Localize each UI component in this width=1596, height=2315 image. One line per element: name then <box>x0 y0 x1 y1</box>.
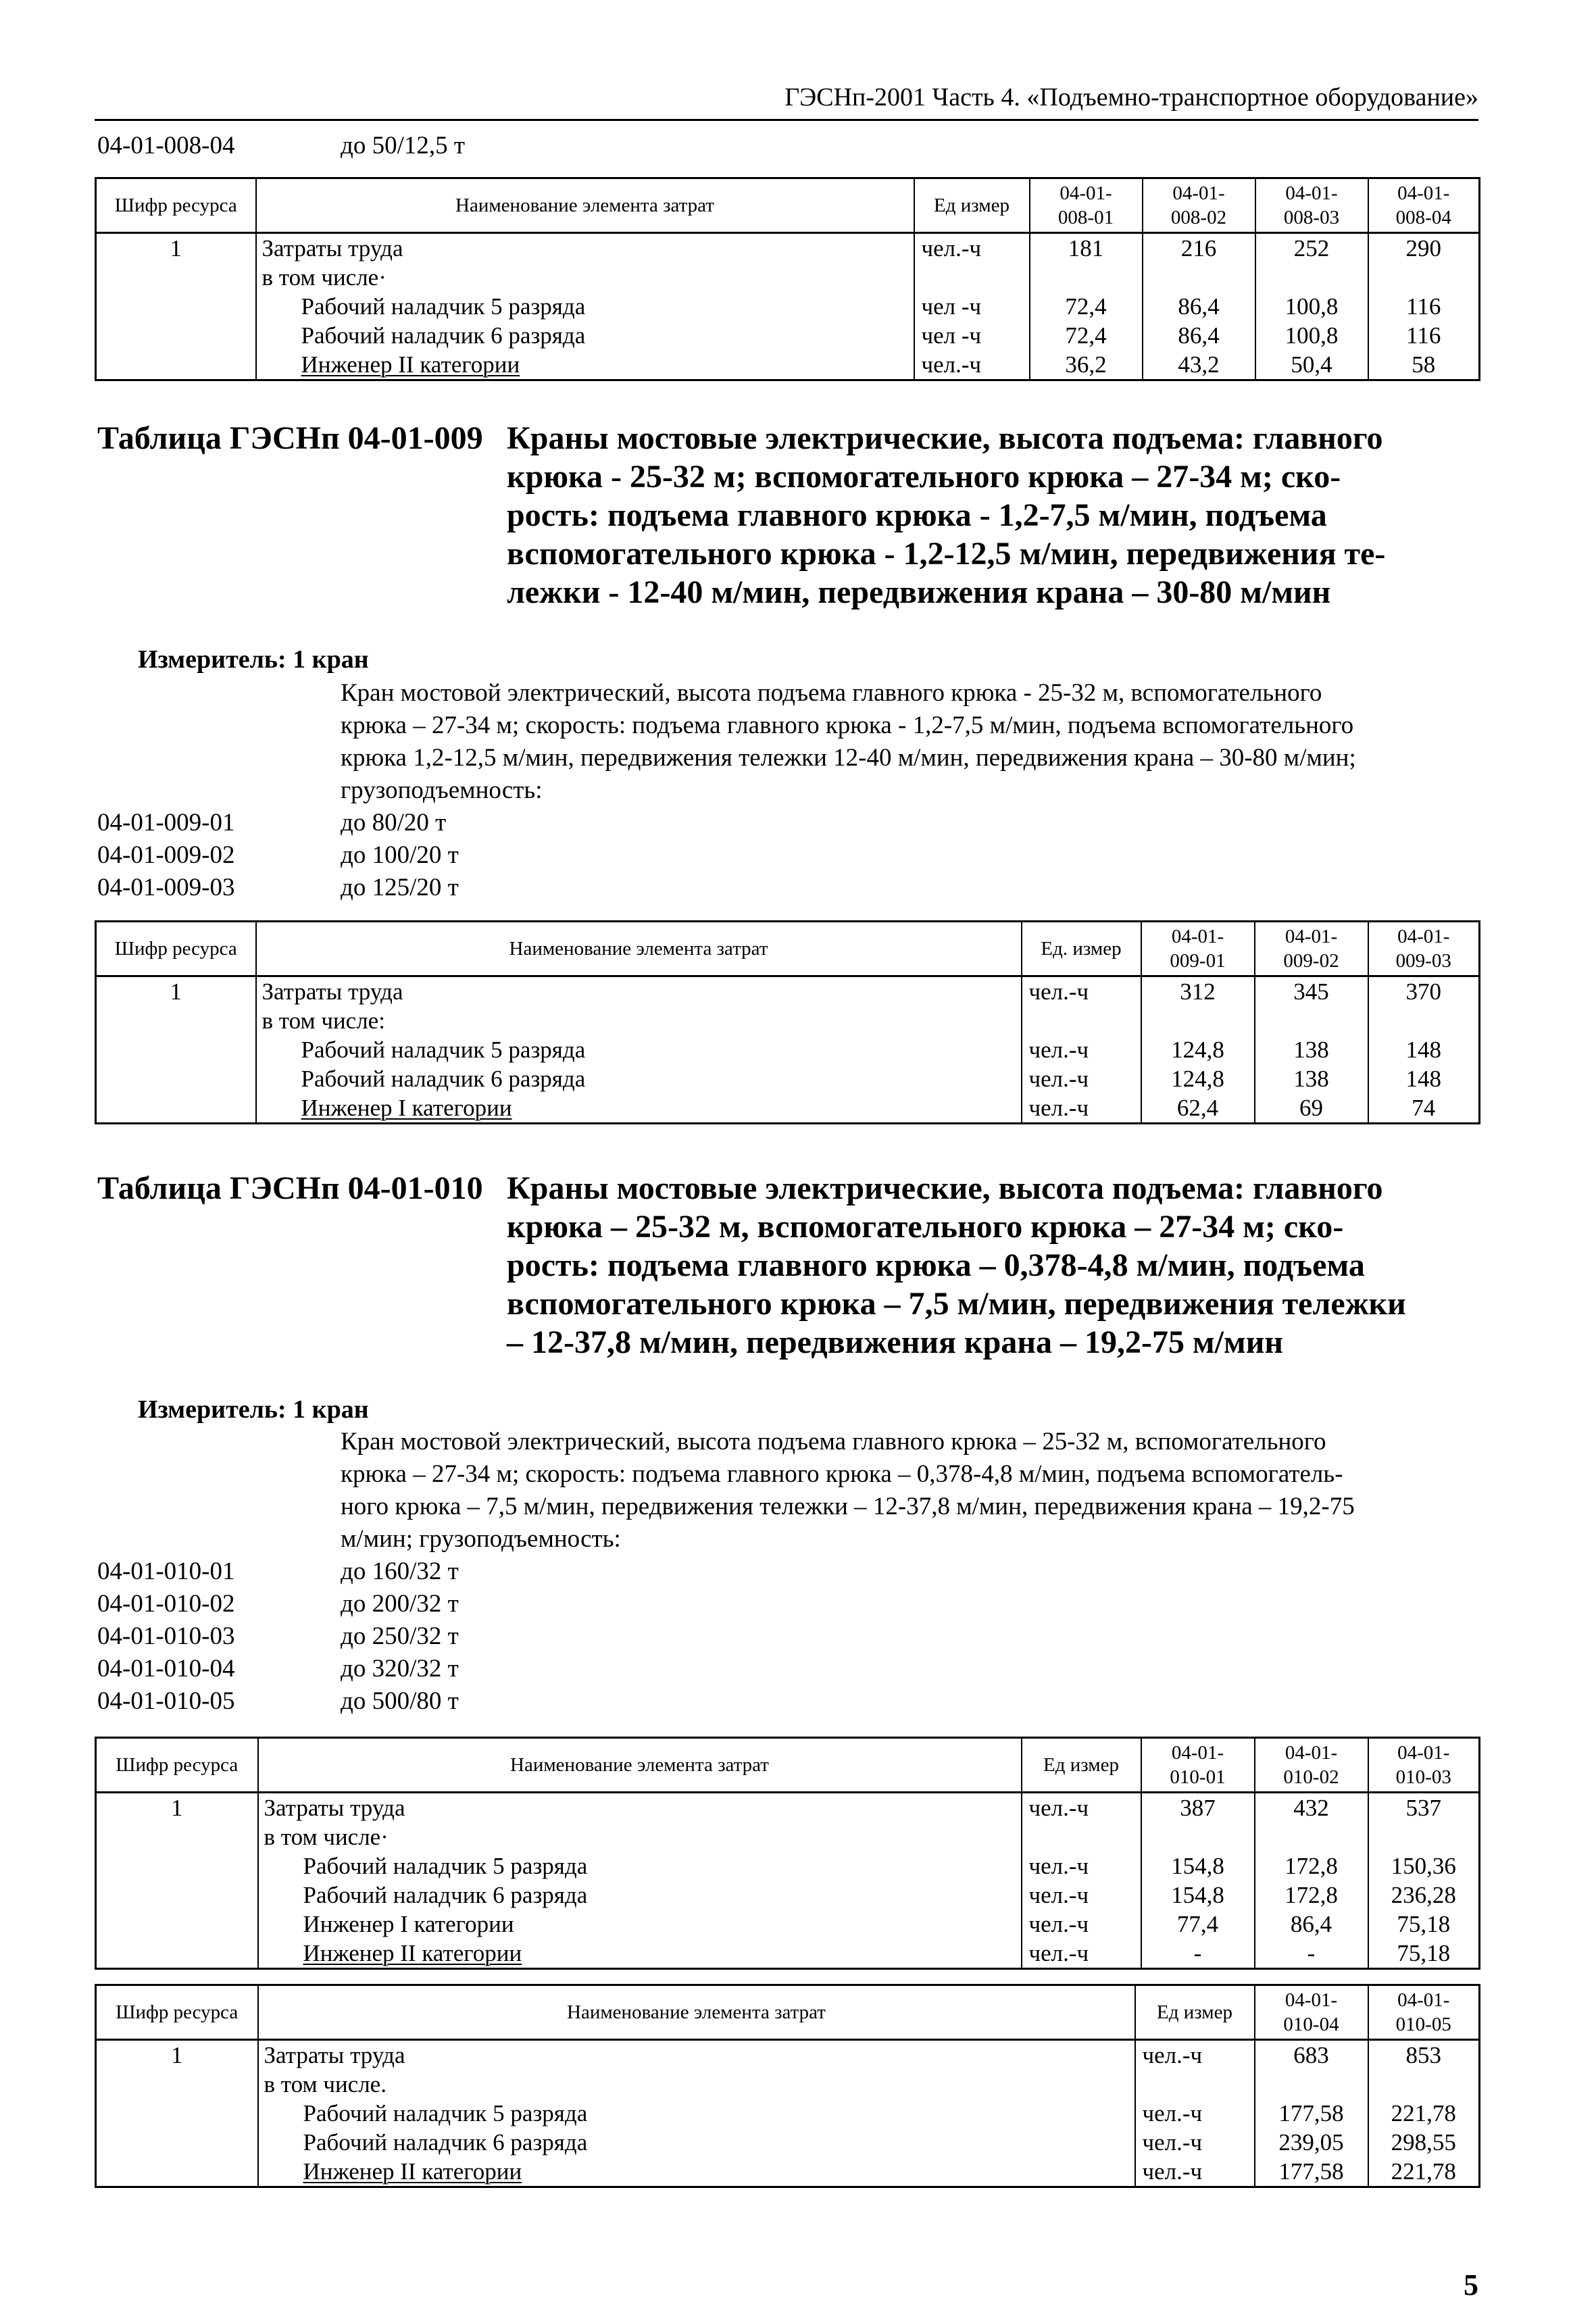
cell-value <box>1368 1006 1480 1035</box>
cell-value: 148 <box>1368 1064 1480 1093</box>
header-norm-code: 04-01- 009-03 <box>1368 922 1480 976</box>
desc-line: м/мин; грузоподъемность: <box>341 1525 621 1553</box>
item-code: 04-01-009-01 <box>97 809 235 837</box>
cell-cost-name: Затраты труда <box>256 233 914 264</box>
cell-unit: чел.-ч <box>1135 2099 1255 2128</box>
cell-value: 150,36 <box>1368 1851 1480 1881</box>
table-row <box>96 233 1480 264</box>
header-name: Наименование элемента затрат <box>258 1738 1022 1793</box>
cell-value: 36,2 <box>1030 350 1143 380</box>
cell-unit: чел.-ч <box>1022 1910 1141 1939</box>
item-code: 04-01-010-05 <box>97 1687 235 1715</box>
cell-value: 236,28 <box>1368 1881 1480 1910</box>
cell-resource-code <box>96 263 256 292</box>
table-row <box>96 2128 1480 2157</box>
header-norm-code: 04-01- 010-05 <box>1368 1985 1480 2040</box>
item-desc: до 250/32 т <box>341 1622 459 1650</box>
cell-value: 116 <box>1368 292 1480 321</box>
cell-resource-code <box>96 2128 258 2157</box>
cell-unit <box>914 263 1030 292</box>
cell-unit: чел.-ч <box>1022 1064 1141 1093</box>
cell-resource-code <box>96 1006 256 1035</box>
cell-value: 77,4 <box>1141 1910 1255 1939</box>
norm-table-009 <box>95 920 1480 1124</box>
item-code: 04-01-008-04 <box>97 132 235 159</box>
cell-value <box>1141 1006 1255 1035</box>
table-row <box>96 263 1480 292</box>
norm-table-010-a <box>95 1737 1480 1970</box>
cell-value: 138 <box>1255 1064 1368 1093</box>
page-number: 5 <box>1464 2268 1478 2301</box>
table-row <box>96 1006 1480 1035</box>
meter-010 <box>138 1395 369 1424</box>
cell-unit: чел.-ч <box>1022 1093 1141 1124</box>
cell-resource-code <box>96 1851 258 1881</box>
cell-value: 116 <box>1368 321 1480 350</box>
item-desc: до 320/32 т <box>341 1655 459 1683</box>
cell-unit: чел.-ч <box>1135 2157 1255 2187</box>
desc-line: грузоподъемность: <box>341 776 543 804</box>
item-desc: до 125/20 т <box>341 874 459 901</box>
cell-cost-name: в том числе: <box>256 1006 1022 1035</box>
cell-cost-name: Затраты труда <box>256 976 1022 1007</box>
cell-value: 177,58 <box>1255 2157 1368 2187</box>
cell-value: 62,4 <box>1141 1093 1255 1124</box>
cell-value: 154,8 <box>1141 1881 1255 1910</box>
cell-value: 86,4 <box>1143 292 1255 321</box>
cell-resource-code: 1 <box>96 2040 258 2070</box>
header-resource: Шифр ресурса <box>96 178 256 233</box>
item-code: 04-01-010-04 <box>97 1655 235 1683</box>
cell-value <box>1255 1006 1368 1035</box>
header-norm-code: 04-01- 010-02 <box>1255 1738 1368 1793</box>
cell-value <box>1255 263 1368 292</box>
title-line: – 12-37,8 м/мин, передвижения крана – 19,2-75 м/мин <box>507 1324 1283 1360</box>
cell-unit: чел.-ч <box>1022 1035 1141 1064</box>
item-desc: до 500/80 т <box>341 1687 459 1715</box>
desc-line: Кран мостовой электрический, высота подъема главного крюка – 25-32 м, вспомогательного <box>341 1428 1326 1455</box>
cell-value: 537 <box>1368 1793 1480 1823</box>
cell-resource-code <box>96 1822 258 1851</box>
cell-resource-code <box>96 1064 256 1093</box>
cell-resource-code <box>96 1939 258 1969</box>
cell-cost-name: в том числе. <box>258 2070 1135 2099</box>
meter-value: 1 кран <box>293 1395 369 1424</box>
cell-cost-name: Инженер I категории <box>256 1093 1022 1124</box>
cell-resource-code: 1 <box>96 1793 258 1823</box>
table-row <box>96 2099 1480 2128</box>
cell-value: 86,4 <box>1143 321 1255 350</box>
cell-value: 75,18 <box>1368 1910 1480 1939</box>
header-unit: Ед. измер <box>1022 922 1141 976</box>
title-line: вспомогательного крюка – 7,5 м/мин, передвижения тележки <box>507 1286 1406 1322</box>
cell-resource-code <box>96 1093 256 1124</box>
header-resource: Шифр ресурса <box>96 1985 258 2040</box>
cell-value: 221,78 <box>1368 2157 1480 2187</box>
header-rule <box>95 119 1478 121</box>
desc-line: крюка – 27-34 м; скорость: подъема главного крюка – 0,378-4,8 м/мин, подъема вспомогатель- <box>341 1460 1343 1488</box>
title-line: Краны мостовые электрические, высота подъема: главного <box>507 1170 1383 1206</box>
table-row <box>96 1035 1480 1064</box>
cell-cost-name: Рабочий наладчик 6 разряда <box>258 1881 1022 1910</box>
title-line: вспомогательного крюка - 1,2-12,5 м/мин, передвижения те- <box>507 536 1386 572</box>
item-code: 04-01-009-03 <box>97 874 235 901</box>
cell-cost-name: Рабочий наладчик 5 разряда <box>258 1851 1022 1881</box>
cell-cost-name: Рабочий наладчик 6 разряда <box>256 321 914 350</box>
desc-line: Кран мостовой электрический, высота подъема главного крюка - 25-32 м, вспомогательного <box>341 679 1322 707</box>
cell-value: 72,4 <box>1030 321 1143 350</box>
cell-value: 345 <box>1255 976 1368 1007</box>
cell-cost-name: Рабочий наладчик 5 разряда <box>256 1035 1022 1064</box>
cell-unit: чел.-ч <box>914 233 1030 264</box>
cell-resource-code <box>96 2157 258 2187</box>
cell-value: 75,18 <box>1368 1939 1480 1969</box>
header-norm-code: 04-01- 010-03 <box>1368 1738 1480 1793</box>
table-row <box>96 350 1480 380</box>
cell-cost-name: Рабочий наладчик 5 разряда <box>258 2099 1135 2128</box>
cell-value: 370 <box>1368 976 1480 1007</box>
header-norm-code: 04-01- 008-02 <box>1143 178 1255 233</box>
cell-value: 221,78 <box>1368 2099 1480 2128</box>
cell-cost-name: Инженер II категории <box>256 350 914 380</box>
cell-value <box>1255 2070 1368 2099</box>
cell-unit: чел.-ч <box>914 350 1030 380</box>
header-norm-code: 04-01- 009-01 <box>1141 922 1255 976</box>
cell-cost-name: Затраты труда <box>258 2040 1135 2070</box>
cell-value <box>1255 1822 1368 1851</box>
title-line: лежки - 12-40 м/мин, передвижения крана – 30-80 м/мин <box>507 574 1331 610</box>
title-line: рость: подъема главного крюка - 1,2-7,5 м/мин, подъема <box>507 497 1327 533</box>
cell-cost-name: Инженер II категории <box>258 2157 1135 2187</box>
cell-value: 154,8 <box>1141 1851 1255 1881</box>
cell-value: 148 <box>1368 1035 1480 1064</box>
header-norm-code: 04-01- 008-01 <box>1030 178 1143 233</box>
item-desc: до 80/20 т <box>341 809 447 837</box>
table-row <box>96 1822 1480 1851</box>
cell-value: 50,4 <box>1255 350 1368 380</box>
cell-value: 172,8 <box>1255 1851 1368 1881</box>
meter-value: 1 кран <box>293 645 369 674</box>
cell-value: 181 <box>1030 233 1143 264</box>
cell-resource-code <box>96 321 256 350</box>
header-norm-code: 04-01- 010-04 <box>1255 1985 1368 2040</box>
cell-unit: чел.-ч <box>1022 1939 1141 1969</box>
cell-resource-code <box>96 292 256 321</box>
table-row <box>96 1910 1480 1939</box>
header-resource: Шифр ресурса <box>96 1738 258 1793</box>
cell-value: 124,8 <box>1141 1035 1255 1064</box>
running-header: ГЭСНп-2001 Часть 4. «Подъемно-транспортное оборудование» <box>784 83 1478 111</box>
desc-line: крюка 1,2-12,5 м/мин, передвижения тележки 12-40 м/мин, передвижения крана – 30-80 м/мин; <box>341 744 1356 772</box>
cell-value: 853 <box>1368 2040 1480 2070</box>
table-title-009 <box>97 419 1482 615</box>
cell-cost-name: Рабочий наладчик 5 разряда <box>256 292 914 321</box>
title-line: крюка – 25-32 м, вспомогательного крюка – 27-34 м; ско- <box>507 1209 1344 1245</box>
cell-value: 216 <box>1143 233 1255 264</box>
cell-value: 387 <box>1141 1793 1255 1823</box>
table-row <box>96 1064 1480 1093</box>
cell-value: 58 <box>1368 350 1480 380</box>
cell-value <box>1030 263 1143 292</box>
item-desc: до 100/20 т <box>341 841 459 869</box>
table-row <box>96 1793 1480 1823</box>
cell-unit <box>1022 1006 1141 1035</box>
meter-label: Измеритель: <box>138 1395 286 1424</box>
table-row <box>96 1851 1480 1881</box>
header-norm-code: 04-01- 010-01 <box>1141 1738 1255 1793</box>
header-unit: Ед измер <box>914 178 1030 233</box>
header-resource: Шифр ресурса <box>96 922 256 976</box>
cell-unit <box>1135 2070 1255 2099</box>
cell-value: - <box>1141 1939 1255 1969</box>
cell-value: 43,2 <box>1143 350 1255 380</box>
cell-value: 177,58 <box>1255 2099 1368 2128</box>
table-row <box>96 976 1480 1007</box>
cell-cost-name: Затраты труда <box>258 1793 1022 1823</box>
item-code: 04-01-010-02 <box>97 1590 235 1618</box>
cell-cost-name: Рабочий наладчик 6 разряда <box>258 2128 1135 2157</box>
cell-value: 100,8 <box>1255 292 1368 321</box>
item-code: 04-01-010-03 <box>97 1622 235 1650</box>
cell-value <box>1368 1822 1480 1851</box>
cell-value: 138 <box>1255 1035 1368 1064</box>
title-prefix: Таблица ГЭСНп 04-01-010 <box>97 1170 483 1206</box>
table-row <box>96 292 1480 321</box>
cell-value: 74 <box>1368 1093 1480 1124</box>
header-unit: Ед измер <box>1135 1985 1255 2040</box>
cell-value <box>1141 1822 1255 1851</box>
cell-value: 72,4 <box>1030 292 1143 321</box>
cell-cost-name: в том числе· <box>258 1822 1022 1851</box>
title-line: крюка - 25-32 м; вспомогательного крюка – 27-34 м; ско- <box>507 459 1341 495</box>
cell-resource-code <box>96 2070 258 2099</box>
cell-resource-code <box>96 1881 258 1910</box>
norm-table-008 <box>95 177 1480 381</box>
cell-resource-code <box>96 350 256 380</box>
cell-cost-name: Инженер I категории <box>258 1910 1022 1939</box>
header-norm-code: 04-01- 008-04 <box>1368 178 1480 233</box>
table-row <box>96 2040 1480 2070</box>
cell-value: 124,8 <box>1141 1064 1255 1093</box>
cell-value: 69 <box>1255 1093 1368 1124</box>
table-row <box>96 1881 1480 1910</box>
table-row <box>96 2070 1480 2099</box>
cell-cost-name: в том числе· <box>256 263 914 292</box>
cell-value <box>1143 263 1255 292</box>
table-row <box>96 2157 1480 2187</box>
cell-value: 172,8 <box>1255 1881 1368 1910</box>
header-unit: Ед измер <box>1022 1738 1141 1793</box>
cell-value: 683 <box>1255 2040 1368 2070</box>
header-norm-code: 04-01- 009-02 <box>1255 922 1368 976</box>
title-line: рость: подъема главного крюка – 0,378-4,8 м/мин, подъема <box>507 1247 1365 1283</box>
item-code: 04-01-009-02 <box>97 841 235 869</box>
cell-resource-code: 1 <box>96 976 256 1007</box>
cell-cost-name: Инженер II категории <box>258 1939 1022 1969</box>
header-name: Наименование элемента затрат <box>258 1985 1135 2040</box>
cell-unit: чел.-ч <box>1022 1881 1141 1910</box>
item-desc: до 160/32 т <box>341 1558 459 1585</box>
cell-resource-code <box>96 1035 256 1064</box>
title-prefix: Таблица ГЭСНп 04-01-009 <box>97 420 483 456</box>
table-row <box>96 1939 1480 1969</box>
item-desc: до 200/32 т <box>341 1590 459 1618</box>
cell-value: 290 <box>1368 233 1480 264</box>
item-desc: до 50/12,5 т <box>341 132 466 159</box>
cell-unit: чел -ч <box>914 292 1030 321</box>
cell-value: 252 <box>1255 233 1368 264</box>
header-norm-code: 04-01- 008-03 <box>1255 178 1368 233</box>
meter-009 <box>138 645 369 674</box>
cell-value: 312 <box>1141 976 1255 1007</box>
cell-value: 86,4 <box>1255 1910 1368 1939</box>
meter-label: Измеритель: <box>138 645 286 674</box>
cell-unit <box>1022 1822 1141 1851</box>
header-name: Наименование элемента затрат <box>256 178 914 233</box>
cell-unit: чел.-ч <box>1135 2128 1255 2157</box>
header-name: Наименование элемента затрат <box>256 922 1022 976</box>
cell-value: 100,8 <box>1255 321 1368 350</box>
cell-unit: чел.-ч <box>1022 976 1141 1007</box>
table-title-010 <box>97 1169 1482 1365</box>
cell-value: 432 <box>1255 1793 1368 1823</box>
title-line: Краны мостовые электрические, высота подъема: главного <box>507 420 1383 456</box>
table-row <box>96 1093 1480 1124</box>
cell-resource-code: 1 <box>96 233 256 264</box>
cell-unit: чел -ч <box>914 321 1030 350</box>
table-row <box>96 321 1480 350</box>
cell-resource-code <box>96 2099 258 2128</box>
cell-value: - <box>1255 1939 1368 1969</box>
cell-value <box>1368 263 1480 292</box>
item-code: 04-01-010-01 <box>97 1558 235 1585</box>
cell-unit: чел.-ч <box>1022 1793 1141 1823</box>
cell-unit: чел.-ч <box>1022 1851 1141 1881</box>
cell-value <box>1368 2070 1480 2099</box>
desc-line: ного крюка – 7,5 м/мин, передвижения тележки – 12-37,8 м/мин, передвижения крана – 19,2-75 <box>341 1493 1355 1520</box>
cell-value: 239,05 <box>1255 2128 1368 2157</box>
cell-resource-code <box>96 1910 258 1939</box>
cell-value: 298,55 <box>1368 2128 1480 2157</box>
desc-line: крюка – 27-34 м; скорость: подъема главного крюка - 1,2-7,5 м/мин, подъема вспомогательного <box>341 712 1354 739</box>
cell-cost-name: Рабочий наладчик 6 разряда <box>256 1064 1022 1093</box>
norm-table-010-b <box>95 1984 1480 2188</box>
cell-unit: чел.-ч <box>1135 2040 1255 2070</box>
